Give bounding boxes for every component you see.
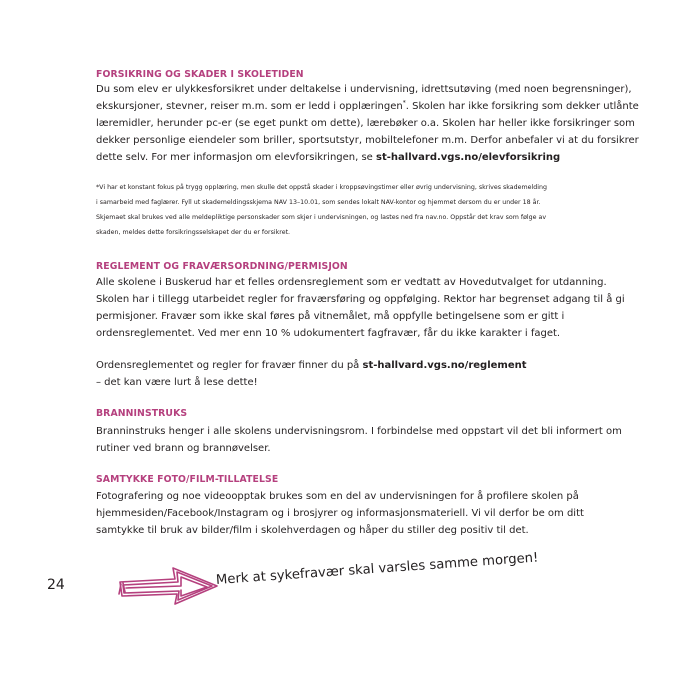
link-elevforsikring: st-hallvard.vgs.no/elevforsikring bbox=[376, 152, 561, 163]
page-number: 24 bbox=[47, 577, 65, 593]
section-heading-forsikring: FORSIKRING OG SKADER I SKOLETIDEN bbox=[96, 69, 304, 80]
section-body-forsikring: Du som elev er ulykkesforsikret under deltakelse i undervisning, idrettsutøving (med noen begrensninger), ekskursjoner, stevner, reiser m.m. som er ledd i opplæringen*. Skolen har ikke forsikring som dekker utlånte læremidler, herunder pc-er (se eget punkt om dette), lærebøker o.a. Skolen har heller ikke forsikringer som dekker personlige eiendeler som briller, sportsutstyr, mobiltelefoner m.m. Derfor anbefaler vi at du forsikrer dette selv. For mer informasjon om elevforsikringen, se st-hallvard.vgs.no/elevforsikring bbox=[96, 84, 639, 163]
section-body-branninstruks: Branninstruks henger i alle skolens undervisningsrom. I forbindelse med oppstart vil det bli informert om rutiner ved brann og brannøvelser. bbox=[96, 426, 622, 454]
section-heading-reglement: REGLEMENT OG FRAVÆRSORDNING/PERMISJON bbox=[96, 261, 348, 272]
footnote: *Vi har et konstant fokus på trygg opplæring, men skulle det oppstå skader i kroppsøvingstimer eller øvrig undervisning, skrives skademelding i samarbeid med faglærer. Fyll ut skademeldingsskjema NAV 13–10.01, som sendes lokalt NAV-kontor og hjemmet dersom du er under 18 år. Skjemaet skal brukes ved alle meldepliktige personskader som skjer i undervisningen, og lastes ned fra nav.no. Oppstår det krav som følge av skaden, meldes dette forsikringsselskapet der du er forsikret. bbox=[96, 184, 548, 236]
link-reglement: st-hallvard.vgs.no/reglement bbox=[362, 360, 527, 371]
hand-drawn-arrow-icon bbox=[117, 562, 221, 612]
section-body-reglement-link: Ordensreglementet og regler for fravær finner du på st-hallvard.vgs.no/reglement – det kan være lurt å lese dette! bbox=[96, 360, 527, 388]
section-heading-branninstruks: BRANNINSTRUKS bbox=[96, 408, 188, 419]
section-heading-samtykke: SAMTYKKE FOTO/FILM-TILLATELSE bbox=[96, 474, 279, 485]
section-body-reglement: Alle skolene i Buskerud har et felles ordensreglement som er vedtatt av Hovedutvalget for utdanning. Skolen har i tillegg utarbeidet regler for fraværsføring og oppfølging. Rektor har begrenset adgang til å gi permisjoner. Fravær som ikke skal føres på vitnemålet, må oppfylle betingelsene som er gitt i ordensreglementet. Ved mer enn 10 % udokumentert fagfravær, får du ikke karakter i faget. bbox=[96, 277, 625, 339]
section-body-samtykke: Fotografering og noe videoopptak brukes som en del av undervisningen for å profilere skolen på hjemmesiden/Facebook/Instagram og i brosjyrer og informasjonsmateriell. Vi vil derfor be om ditt samtykke til bruk av bilder/film i skolehverdagen og håper du stiller deg positiv til det. bbox=[96, 491, 584, 536]
note-sykefravaer: Merk at sykefravær skal varsles samme morgen! bbox=[215, 550, 539, 588]
